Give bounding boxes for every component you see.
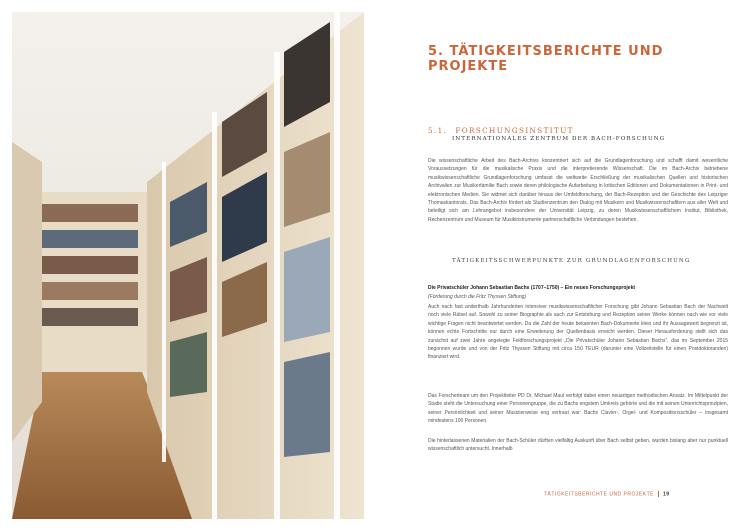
project-funding: (Förderung durch die Fritz Thyssen Stiftung) xyxy=(428,294,527,300)
section-title: FORSCHUNGSINSTITUT xyxy=(455,126,574,135)
library-shelves-image xyxy=(12,12,364,519)
project-title: Die Privatschüler Johann Sebastian Bachs (1707–1750) – Ein neues Forschungsprojekt xyxy=(428,285,636,291)
section-heading xyxy=(428,126,728,142)
project-paragraph-1: Auch nach fast anderthalb Jahrhunderten intensiver musikwissenschaftlicher Forschung gibt Johann Sebastian Bach der Nachwelt noch viele Rätsel auf. Sowohl zu seiner Biographie als auch zur Entstehung und Rezeption seiner Werke können nach wie vor viele wichtige Fragen nicht beantwortet werden. Da die Zahl der heute bekannten Bach-Dokumente klein und ihr Aussagewert begrenzt ist, können echte Fortschritte nur durch eine Erweiterung der Quellenbasis erreicht werden. Dieser Herausforderung stellt sich das zunächst auf zwei Jahre angelegte Feldforschungsprojekt „Die Privatschüler Johann Sebastian Bachs“, das im September 2015 begonnen wurde und von der Fritz Thyssen Stiftung mit circa 150 TEUR (darunter eine Vollzeitstelle für einen Postdoktoranden) finanziert wird. xyxy=(428,304,728,361)
library-photo xyxy=(12,12,364,519)
page-footer xyxy=(544,491,670,497)
section-number: 5.1. xyxy=(428,126,448,135)
intro-paragraph: Die wissenschaftliche Arbeit des Bach-Archivs konzentriert sich auf die Grundlagenforschung und schafft damit wesentliche Voraussetzungen für die musikalische Praxis und die interpretierende Wissenschaft. Die im Bach-Archiv betriebene musikwissenschaftliche Grundlagenforschung umfasst die weltweite Erschließung der musikalischen Quellen und historischen Archivalien zur Musikerfamilie Bach sowie deren philologische Aufarbeitung in kritischen Editionen und Dokumentationen in Print- und elektronischen Medien. Sie widmet sich darüber hinaus der Umfeldforschung, der Bach-Rezeption und der Geschichte des Leipziger Thomaskantorats. Das Bach-Archiv fördert als Studienzentrum den Dialog mit Musikern und Musikwissenschaftlern aus aller Welt und beteiligt sich am Lehrangebot insbesondere der Universität Leipzig, zu deren Musikwissenschaftlichem Institut, Bibliothek, Rechenzentrum und Museum für Musikinstrumente partnerschaftliche Verbindungen bestehen. xyxy=(428,158,728,223)
focus-heading: TÄTIGKEITSSCHWERPUNKTE ZUR GRUNDLAGENFORSCHUNG xyxy=(452,258,691,264)
running-title: TÄTIGKEITSBERICHTE UND PROJEKTE xyxy=(544,491,654,498)
footer-divider xyxy=(658,491,659,497)
chapter-title: 5. TÄTIGKEITSBERICHTE UND PROJEKTE xyxy=(428,44,664,74)
project-paragraph-2: Das Forscherteam um den Projektleiter PD Dr. Michael Maul verfolgt dabei einen neuartigen methodischen Ansatz. Im Mittelpunkt der Studie steht die Untersuchung einer Personengruppe, die zu Bachs engstem Umkreis gehörte und die mit seinen Unterrichtsprinzipien, seiner Persönlichkeit und seiner Musizierweise eng vertraut war: Bachs Clavier-, Orgel- und Kompositionsschüler – insgesamt mindestens 100 Personen. xyxy=(428,393,728,425)
text-column xyxy=(428,0,728,531)
section-subtitle: INTERNATIONALES ZENTRUM DER BACH-FORSCHUNG xyxy=(452,136,666,142)
page-number: 19 xyxy=(662,491,670,498)
project-paragraph-3: Die hinterlassenen Materialien der Bach-Schüler dürften vielfältig Auskunft über Bach selbst geben, wurden bislang aber nur punktuell wissenschaftlich untersucht. Innerhalb xyxy=(428,438,728,453)
